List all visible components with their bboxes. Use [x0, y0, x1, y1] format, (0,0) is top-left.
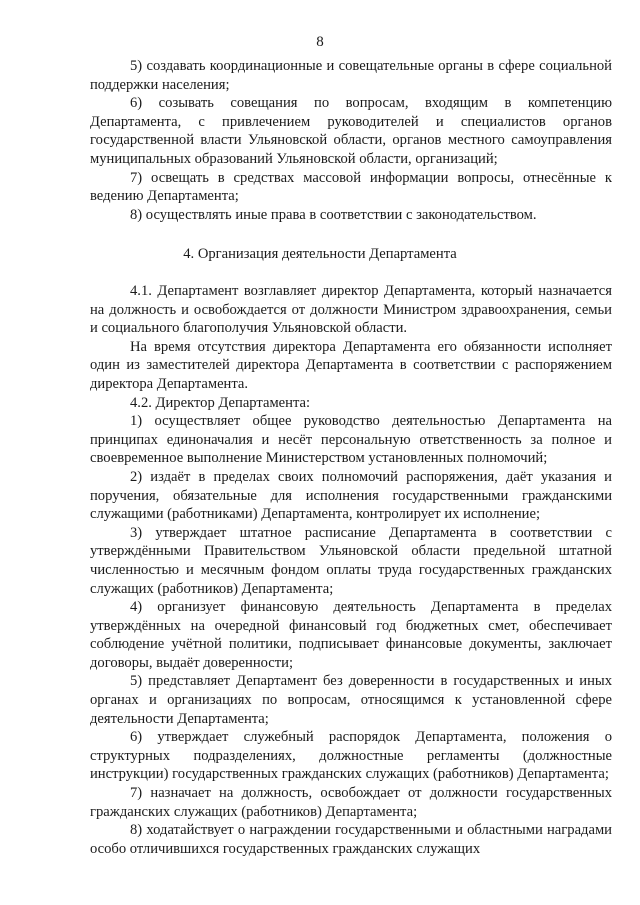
paragraph-duty-6: 6) утверждает служебный распорядок Департамента, положения о структурных подразделениях, должностные регламенты (должностные инструкции) государственных гражданских служащих (работников) Департамента; [90, 729, 612, 783]
paragraph-right-5: 5) создавать координационные и совещательные органы в сфере социальной поддержки населения; [90, 58, 612, 93]
section-heading: 4. Организация деятельности Департамента [183, 246, 457, 262]
paragraph-duty-7: 7) назначает на должность, освобождает от должности государственных гражданских служащих (работников) Департамента; [90, 785, 612, 820]
paragraph-duty-5: 5) представляет Департамент без доверенности в государственных и иных органах и организациях по вопросам, относящимся к установленной сфере деятельности Департамента; [90, 673, 612, 727]
paragraph-4-2: 4.2. Директор Департамента: [130, 394, 311, 411]
paragraph-duty-4: 4) организует финансовую деятельность Департамента в пределах утверждённых на очередной финансовый год бюджетных смет, обеспечивает соблюдение учётной политики, подписывает финансовые документы, заключает договоры, выдаёт доверенности; [90, 599, 612, 671]
section-rights-list [90, 57, 612, 224]
paragraph-duty-2: 2) издаёт в пределах своих полномочий распоряжения, даёт указания и поручения, обязательные для исполнения государственными гражданскими служащими (работниками) Департамента, контролирует их исполнение; [90, 468, 612, 523]
paragraph-absence: На время отсутствия директора Департамента его обязанности исполняет один из заместителей директора Департамента в соответствии с распоряжением директора Департамента. [90, 338, 612, 392]
paragraph-right-7: 7) освещать в средствах массовой информации вопросы, отнесённые к ведению Департамента; [90, 169, 612, 205]
paragraph-duty-3: 3) утверждает штатное расписание Департамента в соответствии с утверждёнными Правительством Ульяновской области предельной штатной численностью и месячным фондом оплаты труда государственных гражданских служащих (работников) Департамента; [90, 524, 612, 597]
paragraph-4-1: 4.1. Департамент возглавляет директор Департамента, который назначается на должность и освобождается от должности Министром здравоохранения, семьи и социального благополучия Ульяновской области. [90, 283, 612, 337]
page-number: 8 [316, 34, 324, 50]
section-organization [90, 282, 612, 858]
paragraph-duty-8: 8) ходатайствует о награждении государственными и областными наградами особо отличившихся государственных гражданских служащих [90, 822, 612, 857]
paragraph-right-8: 8) осуществлять иные права в соответствии с законодательством. [130, 206, 537, 223]
paragraph-duty-1: 1) осуществляет общее руководство деятельностью Департамента на принципах единоначалия и несёт персональную ответственность за полное и своевременное выполнение Министерством установленных полномочий; [90, 413, 612, 467]
paragraph-right-6: 6) созывать совещания по вопросам, входящим в компетенцию Департамента, с привлечением руководителей и специалистов органов государственной власти Ульяновской области, органов местного самоуправления муниципальных образований Ульяновской области, организаций; [90, 95, 612, 167]
